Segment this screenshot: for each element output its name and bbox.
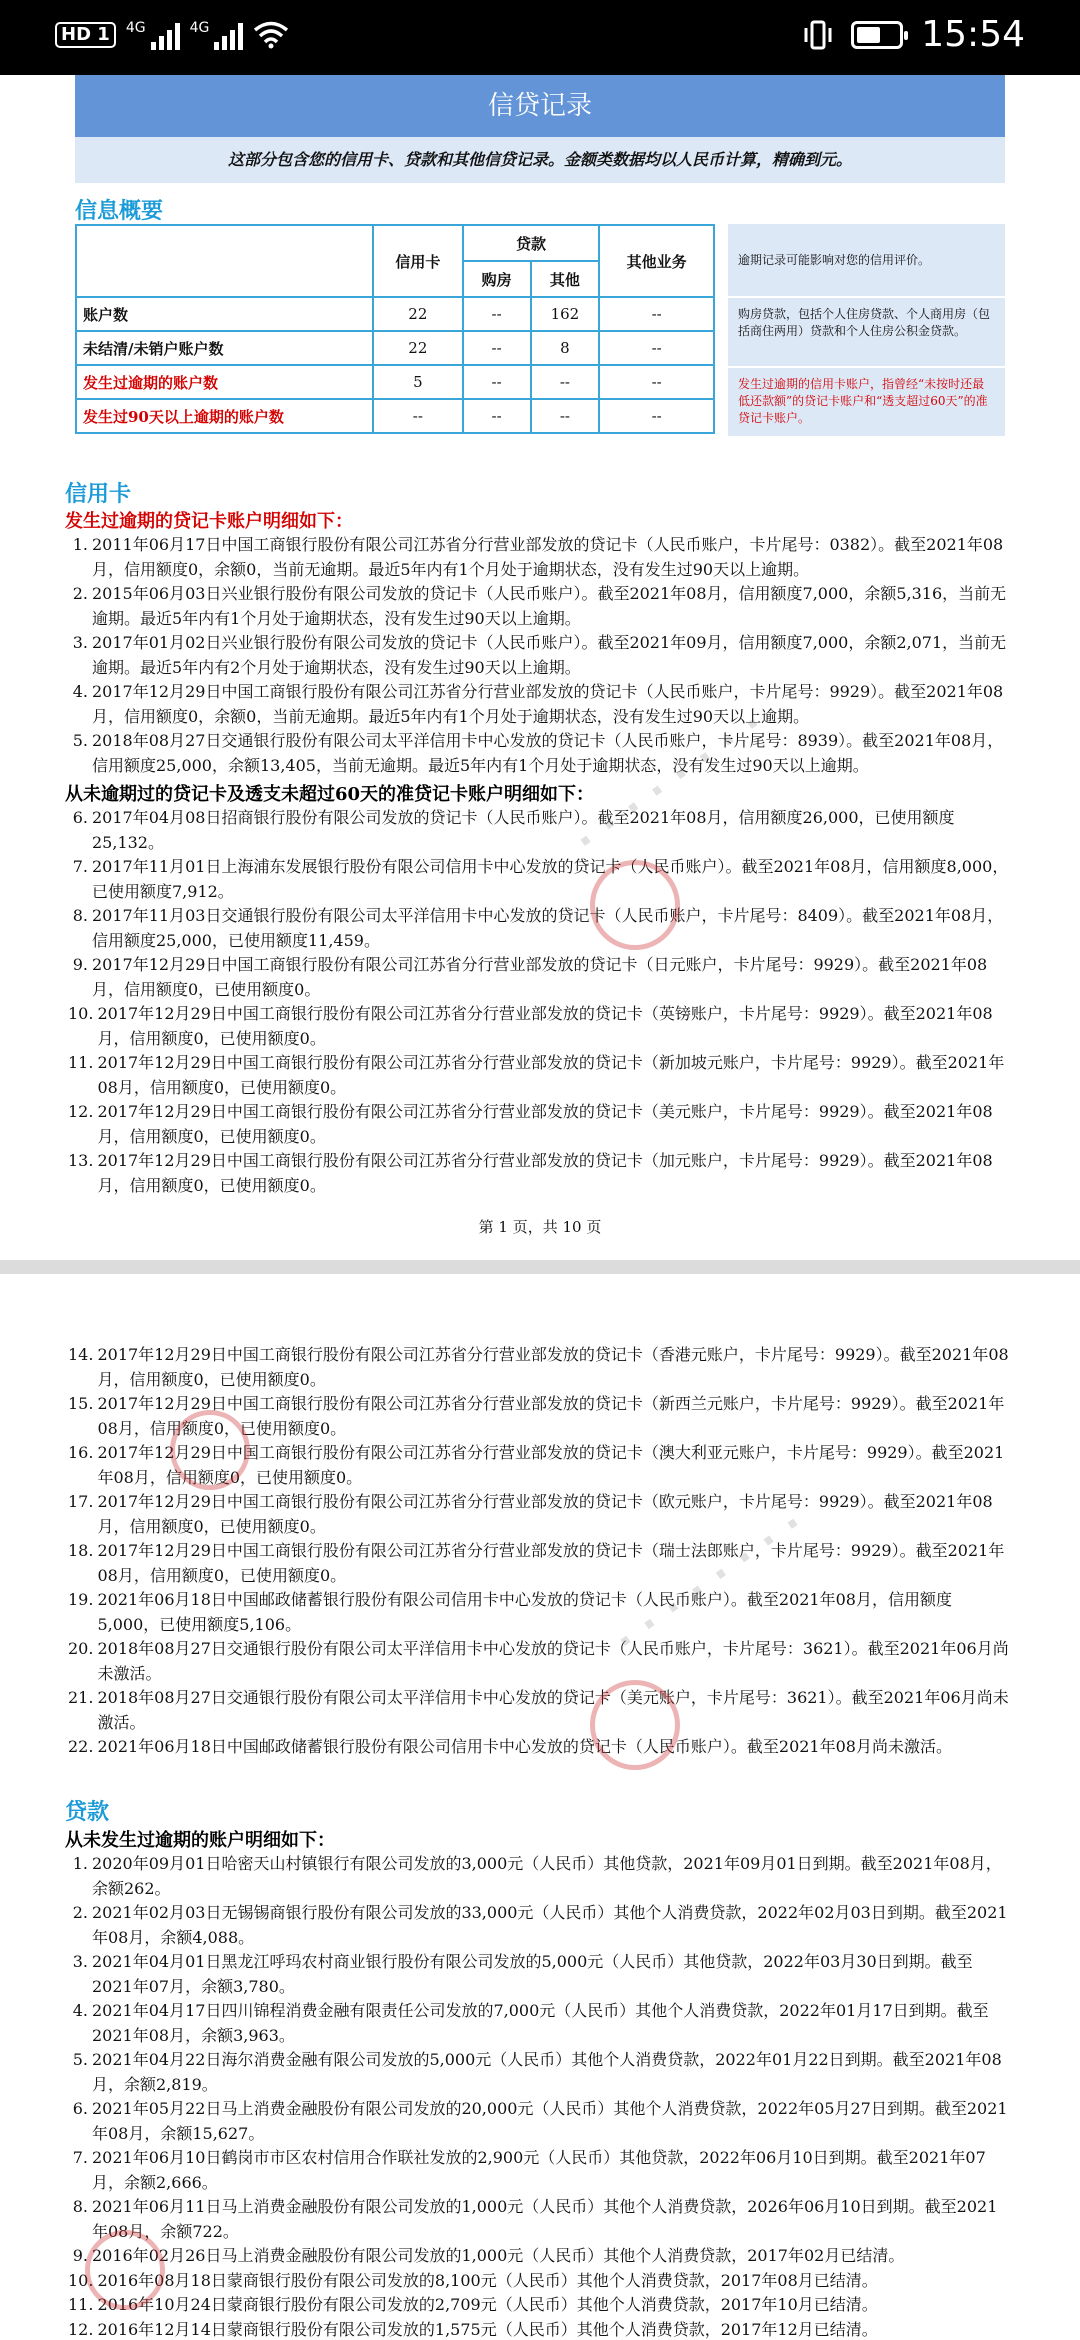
list-item-number: 8. <box>72 2197 88 2216</box>
signal-1-icon: 4G <box>126 20 180 50</box>
list-item-text: 2017年12月29日中国工商银行股份有限公司江苏省分行营业部发放的贷记卡（美元账户，卡片尾号：9929）。截至2021年08月，信用额度0，已使用额度0。 <box>97 1102 993 1146</box>
page-title: 信贷记录 <box>75 75 1005 137</box>
wifi-icon <box>253 21 289 49</box>
loan-list <box>68 1852 1013 2340</box>
list-item-number: 7. <box>72 2148 88 2167</box>
list-item <box>68 2318 1013 2340</box>
list-item <box>68 1002 1013 1051</box>
list-item <box>68 1901 1013 1950</box>
note-overdue-card: 发生过逾期的信用卡账户，指曾经“未按时还最低还款额”的贷记卡账户和“透支超过60天”的准贷记卡账户。 <box>728 368 1005 436</box>
list-item <box>68 904 1013 953</box>
list-item <box>68 2269 1013 2294</box>
list-item-number: 12. <box>68 2319 94 2339</box>
list-item-number: 19. <box>68 1590 94 1609</box>
list-item-text: 2017年12月29日中国工商银行股份有限公司江苏省分行营业部发放的贷记卡（加元账户，卡片尾号：9929）。截至2021年08月，信用额度0，已使用额度0。 <box>97 1151 993 1195</box>
list-item-text: 2017年12月29日中国工商银行股份有限公司江苏省分行营业部发放的贷记卡（香港元账户，卡片尾号：9929）。截至2021年08月，信用额度0，已使用额度0。 <box>97 1345 1009 1389</box>
list-item-number: 6. <box>72 808 88 827</box>
list-item <box>68 1735 1013 1760</box>
list-item-text: 2020年09月01日哈密天山村镇银行有限公司发放的3,000元（人民币）其他贷款，2021年09月01日到期。截至2021年08月，余额262。 <box>92 1854 1002 1898</box>
list-item-text: 2011年06月17日中国工商银行股份有限公司江苏省分行营业部发放的贷记卡（人民币账户，卡片尾号：0382）。截至2021年08月，信用额度0，余额0，当前无逾期。最近5年内有1个月处于逾期状态，没有发生过90天以上逾期。 <box>92 535 1004 579</box>
list-item-number: 3. <box>72 633 88 652</box>
list-item-text: 2017年12月29日中国工商银行股份有限公司江苏省分行营业部发放的贷记卡（新西兰元账户，卡片尾号：9929）。截至2021年08月，信用额度0，已使用额度0。 <box>97 1394 1005 1438</box>
battery-icon <box>851 21 903 49</box>
page-footer: 第 1 页，共 10 页 <box>478 1218 602 1236</box>
list-item-number: 6. <box>72 2099 88 2118</box>
list-item-text: 2017年12月29日中国工商银行股份有限公司江苏省分行营业部发放的贷记卡（日元账户，卡片尾号：9929）。截至2021年08月，信用额度0，已使用额度0。 <box>92 955 988 999</box>
list-item <box>68 1637 1013 1686</box>
list-item-text: 2021年06月11日马上消费金融股份有限公司发放的1,000元（人民币）其他个人消费贷款，2026年06月10日到期。截至2021年08月，余额722。 <box>92 2197 998 2241</box>
list-item-number: 10. <box>68 1004 94 1023</box>
status-left <box>55 20 289 50</box>
list-item <box>68 729 1013 778</box>
list-item-text: 2021年04月22日海尔消费金融有限公司发放的5,000元（人民币）其他个人消费贷款，2022年01月22日到期。截至2021年08月，余额2,819。 <box>92 2050 1002 2094</box>
list-item-number: 3. <box>72 1952 88 1971</box>
watermark: · · · · · · · · <box>566 701 773 865</box>
clock: 15:54 <box>921 14 1025 55</box>
table-row: 未结清/未销户账户数 22 -- 8 -- <box>76 331 714 365</box>
list-item <box>68 680 1013 729</box>
list-item <box>68 1441 1013 1490</box>
overview-heading: 信息概要 <box>75 199 164 224</box>
list-item-number: 17. <box>68 1492 94 1511</box>
overdue-card-heading: 发生过逾期的贷记卡账户明细如下： <box>65 511 353 532</box>
list-item-text: 2016年10月24日蒙商银行股份有限公司发放的2,709元（人民币）其他个人消费贷款，2017年10月已结清。 <box>97 2295 878 2314</box>
list-item-number: 9. <box>72 2246 88 2265</box>
list-item-number: 21. <box>68 1688 94 1707</box>
list-item-text: 2017年12月29日中国工商银行股份有限公司江苏省分行营业部发放的贷记卡（澳大利亚元账户，卡片尾号：9929）。截至2021年08月，信用额度0，已使用额度0。 <box>97 1443 1005 1487</box>
list-item-number: 12. <box>68 1102 94 1121</box>
list-item-text: 2017年12月29日中国工商银行股份有限公司江苏省分行营业部发放的贷记卡（英镑账户，卡片尾号：9929）。截至2021年08月，信用额度0，已使用额度0。 <box>97 1004 993 1048</box>
list-item <box>68 2146 1013 2195</box>
list-item-text: 2021年05月22日马上消费金融股份有限公司发放的20,000元（人民币）其他个人消费贷款，2022年05月27日到期。截至2021年08月，余额15,627。 <box>92 2099 1008 2143</box>
table-row: 账户数 22 -- 162 -- <box>76 297 714 331</box>
list-item <box>68 1999 1013 2048</box>
list-item-text: 2021年02月03日无锡锡商银行股份有限公司发放的33,000元（人民币）其他个人消费贷款，2022年02月03日到期。截至2021年08月，余额4,088。 <box>92 1903 1008 1947</box>
list-item-number: 11. <box>68 2295 94 2314</box>
list-item-number: 13. <box>68 1151 94 1170</box>
list-item-text: 2017年12月29日中国工商银行股份有限公司江苏省分行营业部发放的贷记卡（新加坡元账户，卡片尾号：9929）。截至2021年08月，信用额度0，已使用额度0。 <box>97 1053 1005 1097</box>
list-item-text: 2021年04月17日四川锦程消费金融有限责任公司发放的7,000元（人民币）其他个人消费贷款，2022年01月17日到期。截至2021年08月，余额3,963。 <box>92 2001 989 2045</box>
loan-heading: 贷款 <box>65 1800 110 1825</box>
list-item-text: 2017年04月08日招商银行股份有限公司发放的贷记卡（人民币账户）。截至2021年08月，信用额度26,000，已使用额度25,132。 <box>92 808 955 852</box>
list-item <box>68 1051 1013 1100</box>
list-item-text: 2018年08月27日交通银行股份有限公司太平洋信用卡中心发放的贷记卡（人民币账户，卡片尾号：3621）。截至2021年06月尚未激活。 <box>97 1639 1009 1683</box>
list-item <box>68 1149 1013 1198</box>
no-overdue-card-list <box>68 806 1013 1198</box>
list-item-text: 2016年08月18日蒙商银行股份有限公司发放的8,100元（人民币）其他个人消费贷款，2017年08月已结清。 <box>97 2270 878 2290</box>
list-item <box>68 631 1013 680</box>
status-bar <box>0 0 1080 75</box>
page-separator <box>0 1260 1080 1274</box>
list-item-number: 20. <box>68 1639 94 1658</box>
list-item-text: 2016年02月26日马上消费金融股份有限公司发放的1,000元（人民币）其他个人消费贷款，2017年02月已结清。 <box>92 2246 905 2265</box>
list-item-text: 2017年12月29日中国工商银行股份有限公司江苏省分行营业部发放的贷记卡（欧元账户，卡片尾号：9929）。截至2021年08月，信用额度0，已使用额度0。 <box>97 1492 993 1536</box>
list-item <box>68 1343 1013 1392</box>
list-item <box>68 1950 1013 1999</box>
list-item-number: 10. <box>68 2270 94 2290</box>
note-overdue: 逾期记录可能影响对您的信用评价。 <box>728 224 1005 296</box>
list-item-number: 9. <box>72 955 88 974</box>
list-item <box>68 533 1013 582</box>
list-item-number: 16. <box>68 1443 94 1462</box>
list-item <box>68 806 1013 855</box>
list-item-number: 15. <box>68 1394 94 1413</box>
col-credit-card: 信用卡 <box>373 225 463 297</box>
col-loan: 贷款 <box>463 225 600 261</box>
list-item <box>68 2048 1013 2097</box>
col-other: 其他 <box>531 261 600 297</box>
list-item-number: 5. <box>72 2050 88 2069</box>
credit-card-heading: 信用卡 <box>65 482 132 507</box>
card-list-continued <box>68 1343 1013 1760</box>
list-item <box>68 953 1013 1002</box>
vibrate-icon <box>803 19 833 51</box>
list-item-number: 2. <box>72 1903 88 1922</box>
loan-no-overdue-heading: 从未发生过逾期的账户明细如下： <box>65 1830 335 1851</box>
status-right <box>803 14 1025 55</box>
list-item <box>68 1490 1013 1539</box>
list-item <box>68 1588 1013 1637</box>
list-item-number: 14. <box>68 1345 94 1364</box>
list-item-text: 2017年11月03日交通银行股份有限公司太平洋信用卡中心发放的贷记卡（人民币账户，卡片尾号：8409）。截至2021年08月，信用额度25,000，已使用额度11,459。 <box>92 906 1004 950</box>
list-item-number: 4. <box>72 682 88 701</box>
list-item-number: 4. <box>72 2001 88 2020</box>
list-item-number: 8. <box>72 906 88 925</box>
list-item-text: 2016年12月14日蒙商银行股份有限公司发放的1,575元（人民币）其他个人消费贷款，2017年12月已结清。 <box>97 2319 878 2339</box>
list-item <box>68 2293 1013 2318</box>
list-item-text: 2018年08月27日交通银行股份有限公司太平洋信用卡中心发放的贷记卡（人民币账户，卡片尾号：8939）。截至2021年08月，信用额度25,000，余额13,405，当前无逾期。最近5年内有1个月处于逾期状态，没有发生过90天以上逾期。 <box>92 731 1004 775</box>
list-item <box>68 2244 1013 2269</box>
list-item-number: 11. <box>68 1053 94 1072</box>
note-house-loan: 购房贷款，包括个人住房贷款、个人商用房（包括商住两用）贷款和个人住房公积金贷款。 <box>728 298 1005 366</box>
list-item <box>68 1686 1013 1735</box>
page-subtitle: 这部分包含您的信用卡、贷款和其他信贷记录。金额类数据均以人民币计算，精确到元。 <box>75 137 1005 183</box>
list-item <box>68 2195 1013 2244</box>
table-row: 发生过逾期的账户数 5 -- -- -- <box>76 365 714 399</box>
list-item <box>68 855 1013 904</box>
list-item <box>68 2097 1013 2146</box>
overview-table <box>75 224 715 434</box>
list-item-text: 2015年06月03日兴业银行股份有限公司发放的贷记卡（人民币账户）。截至2021年08月，信用额度7,000，余额5,316，当前无逾期。最近5年内有1个月处于逾期状态，没有发生过90天以上逾期。 <box>92 584 1007 628</box>
list-item-text: 2017年12月29日中国工商银行股份有限公司江苏省分行营业部发放的贷记卡（瑞士法郎账户，卡片尾号：9929）。截至2021年08月，信用额度0，已使用额度0。 <box>97 1541 1005 1585</box>
list-item-number: 22. <box>68 1737 94 1756</box>
list-item <box>68 582 1013 631</box>
table-corner <box>76 225 373 297</box>
list-item-number: 2. <box>72 584 88 603</box>
no-overdue-card-heading: 从未逾期过的贷记卡及透支未超过60天的准贷记卡账户明细如下： <box>65 784 595 805</box>
col-other-business: 其他业务 <box>599 225 714 297</box>
watermark: · · · · · · · · <box>606 1501 813 1665</box>
overdue-card-list <box>68 533 1013 778</box>
list-item-text: 2017年01月02日兴业银行股份有限公司发放的贷记卡（人民币账户）。截至2021年09月，信用额度7,000，余额2,071，当前无逾期。最近5年内有2个月处于逾期状态，没有发生过90天以上逾期。 <box>92 633 1007 677</box>
list-item-number: 5. <box>72 731 88 750</box>
list-item-text: 2021年06月18日中国邮政储蓄银行股份有限公司信用卡中心发放的贷记卡（人民币账户）。截至2021年08月，信用额度5,000，已使用额度5,106。 <box>97 1590 952 1634</box>
list-item-text: 2017年11月01日上海浦东发展银行股份有限公司信用卡中心发放的贷记卡（人民币账户）。截至2021年08月，信用额度8,000，已使用额度7,912。 <box>92 857 1009 901</box>
list-item <box>68 1539 1013 1588</box>
list-item <box>68 1852 1013 1901</box>
list-item-text: 2021年06月18日中国邮政储蓄银行股份有限公司信用卡中心发放的贷记卡（人民币账户）。截至2021年08月尚未激活。 <box>97 1737 952 1756</box>
list-item <box>68 1100 1013 1149</box>
list-item-text: 2017年12月29日中国工商银行股份有限公司江苏省分行营业部发放的贷记卡（人民币账户，卡片尾号：9929）。截至2021年08月，信用额度0，余额0，当前无逾期。最近5年内有1个月处于逾期状态，没有发生过90天以上逾期。 <box>92 682 1004 726</box>
signal-2-icon: 4G <box>190 20 244 50</box>
list-item <box>68 1392 1013 1441</box>
list-item-number: 1. <box>72 535 88 554</box>
list-item-text: 2018年08月27日交通银行股份有限公司太平洋信用卡中心发放的贷记卡（美元账户，卡片尾号：3621）。截至2021年06月尚未激活。 <box>97 1688 1009 1732</box>
table-row: 发生过90天以上逾期的账户数 -- -- -- -- <box>76 399 714 433</box>
list-item-text: 2021年04月01日黑龙江呼玛农村商业银行股份有限公司发放的5,000元（人民币）其他贷款，2022年03月30日到期。截至2021年07月，余额3,780。 <box>92 1952 973 1996</box>
col-house: 购房 <box>463 261 531 297</box>
list-item-number: 1. <box>72 1854 88 1873</box>
list-item-number: 18. <box>68 1541 94 1560</box>
list-item-number: 7. <box>72 857 88 876</box>
hd-badge: HD 1 <box>55 22 116 48</box>
list-item-text: 2021年06月10日鹤岗市市区农村信用合作联社发放的2,900元（人民币）其他贷款，2022年06月10日到期。截至2021年07月，余额2,666。 <box>92 2148 986 2192</box>
